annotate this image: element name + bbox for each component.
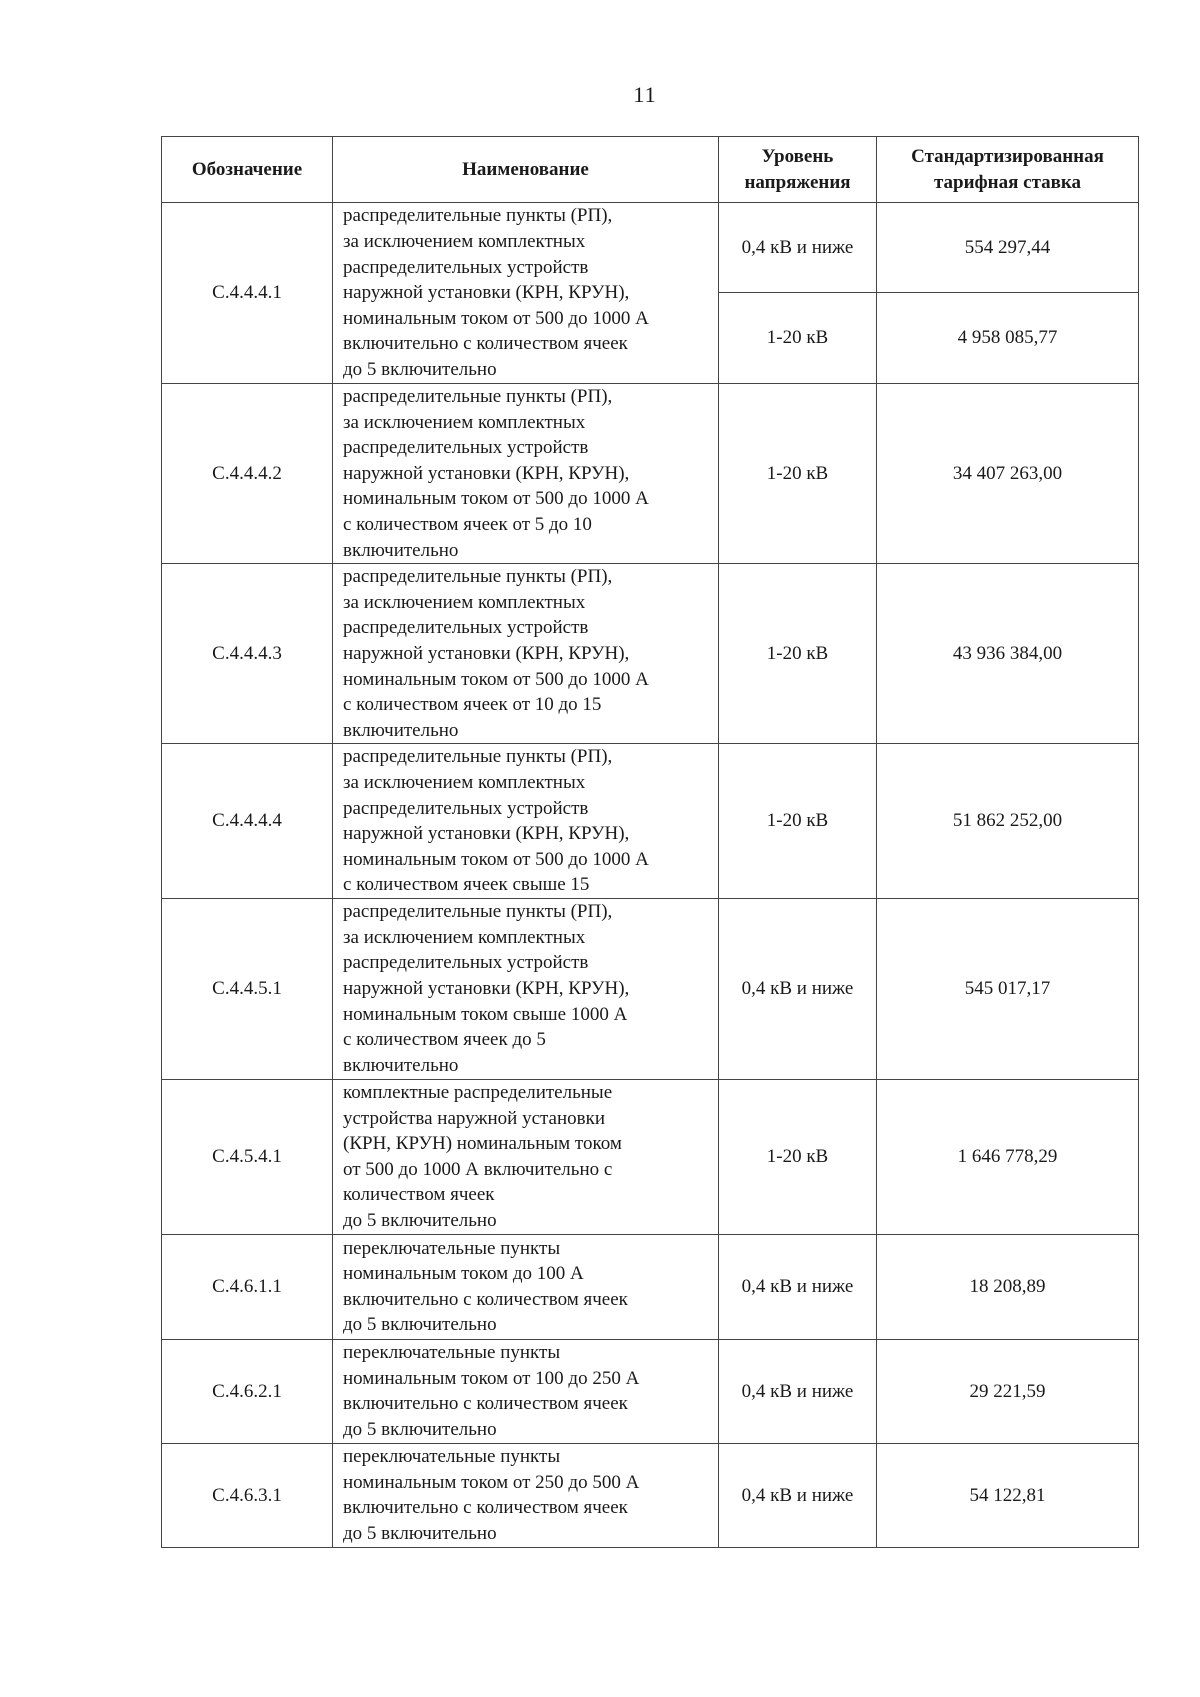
- row-code: С.4.6.1.1: [162, 1234, 333, 1339]
- table-row: [162, 203, 1139, 293]
- row-voltage: 0,4 кВ и ниже: [719, 1234, 877, 1339]
- row-name: комплектные распределительные устройства наружной установки (КРН, КРУН) номинальным током от 500 до 1000 А включительно с количеством ячеек до 5 включительно: [333, 1079, 719, 1234]
- table-row: [162, 1339, 1139, 1443]
- table-row: [162, 898, 1139, 1079]
- row-voltage: 0,4 кВ и ниже: [719, 1443, 877, 1547]
- header-rate: Стандартизированная тарифная ставка: [877, 137, 1139, 203]
- row-code: С.4.4.4.3: [162, 564, 333, 744]
- row-name: переключательные пункты номинальным током от 250 до 500 А включительно с количеством ячеек до 5 включительно: [333, 1443, 719, 1547]
- table-row: [162, 564, 1139, 744]
- row-name: переключательные пункты номинальным током от 100 до 250 А включительно с количеством ячеек до 5 включительно: [333, 1339, 719, 1443]
- row-name: переключательные пункты номинальным током до 100 А включительно с количеством ячеек до 5 включительно: [333, 1234, 719, 1339]
- table-row: [162, 744, 1139, 899]
- row-rate: 34 407 263,00: [877, 384, 1139, 564]
- row-voltage: 1-20 кВ: [719, 744, 877, 899]
- row-voltage: 0,4 кВ и ниже: [719, 203, 877, 293]
- tariff-table: [161, 136, 1139, 1548]
- row-voltage: 1-20 кВ: [719, 564, 877, 744]
- table-header-row: [162, 137, 1139, 203]
- row-rate: 29 221,59: [877, 1339, 1139, 1443]
- row-code: С.4.4.4.2: [162, 384, 333, 564]
- row-rate: 43 936 384,00: [877, 564, 1139, 744]
- row-voltage: 0,4 кВ и ниже: [719, 1339, 877, 1443]
- header-voltage: Уровень напряжения: [719, 137, 877, 203]
- row-rate: 18 208,89: [877, 1234, 1139, 1339]
- row-rate: 545 017,17: [877, 898, 1139, 1079]
- row-code: С.4.4.4.1: [162, 203, 333, 384]
- table-row: [162, 1443, 1139, 1547]
- row-voltage: 0,4 кВ и ниже: [719, 898, 877, 1079]
- row-name: распределительные пункты (РП), за исключением комплектных распределительных устройств наружной установки (КРН, КРУН), номинальным током от 500 до 1000 А с количеством ячеек от 5 до 10 включительно: [333, 384, 719, 564]
- header-name: Наименование: [333, 137, 719, 203]
- table-row: [162, 1234, 1139, 1339]
- row-name: распределительные пункты (РП), за исключением комплектных распределительных устройств наружной установки (КРН, КРУН), номинальным током от 500 до 1000 А с количеством ячеек от 10 до 15 включительно: [333, 564, 719, 744]
- row-rate: 1 646 778,29: [877, 1079, 1139, 1234]
- row-rate: 54 122,81: [877, 1443, 1139, 1547]
- row-name: распределительные пункты (РП), за исключением комплектных распределительных устройств наружной установки (КРН, КРУН), номинальным током свыше 1000 А с количеством ячеек до 5 включительно: [333, 898, 719, 1079]
- header-code: Обозначение: [162, 137, 333, 203]
- row-code: С.4.6.3.1: [162, 1443, 333, 1547]
- row-voltage: 1-20 кВ: [719, 293, 877, 384]
- row-rate: 51 862 252,00: [877, 744, 1139, 899]
- row-code: С.4.4.5.1: [162, 898, 333, 1079]
- row-name: распределительные пункты (РП), за исключением комплектных распределительных устройств наружной установки (КРН, КРУН), номинальным током от 500 до 1000 А включительно с количеством ячеек до 5 включительно: [333, 203, 719, 384]
- page-number: 11: [633, 82, 657, 107]
- row-name: распределительные пункты (РП), за исключением комплектных распределительных устройств наружной установки (КРН, КРУН), номинальным током от 500 до 1000 А с количеством ячеек свыше 15: [333, 744, 719, 899]
- table-row: [162, 384, 1139, 564]
- row-code: С.4.6.2.1: [162, 1339, 333, 1443]
- row-code: С.4.4.4.4: [162, 744, 333, 899]
- row-voltage: 1-20 кВ: [719, 1079, 877, 1234]
- table-row: [162, 1079, 1139, 1234]
- row-voltage: 1-20 кВ: [719, 384, 877, 564]
- row-rate: 4 958 085,77: [877, 293, 1139, 384]
- row-code: С.4.5.4.1: [162, 1079, 333, 1234]
- row-rate: 554 297,44: [877, 203, 1139, 293]
